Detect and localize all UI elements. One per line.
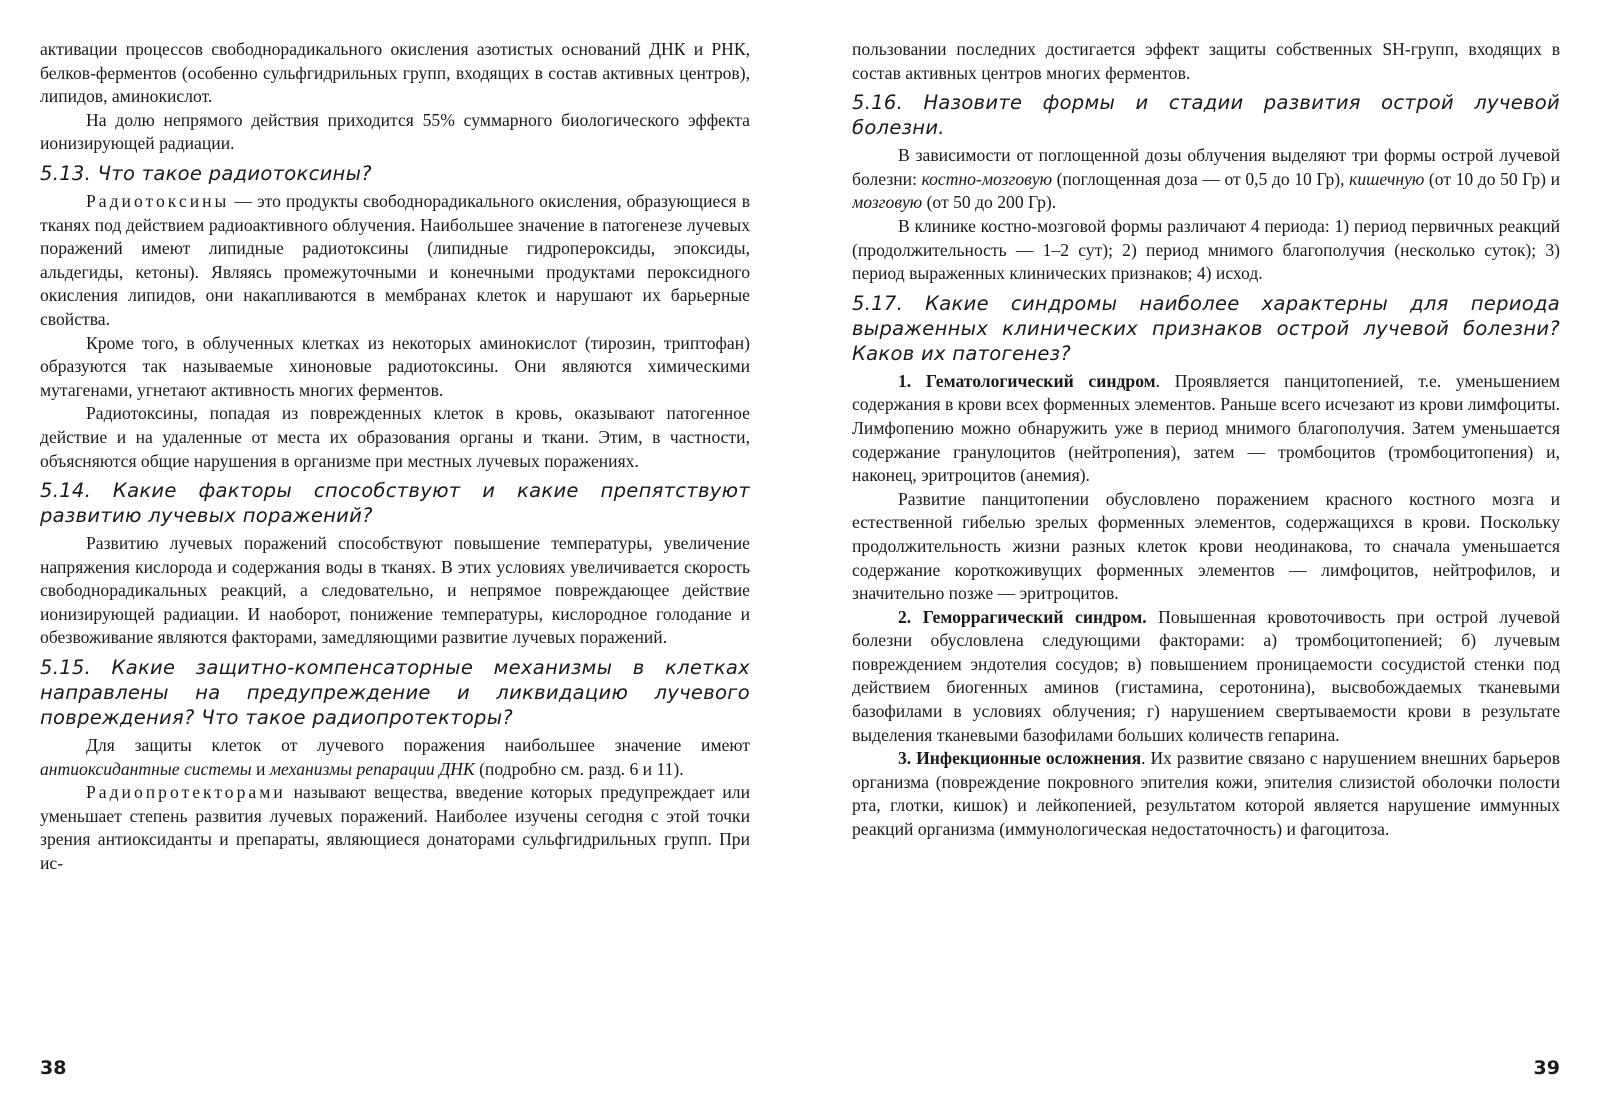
syndrome-title: 3. Инфекционные осложнения [898,748,1142,769]
paragraph [852,606,1560,748]
paragraph: Развитию лучевых поражений способствуют повышение температуры, увеличение напряжения кислорода и содержания воды в тканях. В этих условиях увеличивается скорость свободнорадикальных реакций, а следовательно, и непрямое повреждающее действие ионизирующей радиации. И наоборот, понижение температуры, кислородное голодание и обезвоживание являются факторами, замедляющими развитие лучевых поражений. [40,533,750,648]
question-heading-5-17: 5.17. Какие синдромы наиболее характерны для периода выраженных клинических признаков острой лучевой болезни? Каков их патогенез? [852,291,1560,365]
paragraph-text: (от 10 до 50 Гр) и [1424,168,1560,189]
syndrome-title: 1. Гематологический синдром [898,370,1156,391]
paragraph-text: . Проявляется панцитопенией, т.е. уменьшением содержания в крови всех форменных элементов. Раньше всего исчезают из крови лимфоциты. Лимфопению можно обнаружить уже в период мнимого благополучия. Затем уменьшается содержание гранулоцитов (нейтропения), затем — тромбоцитов (тромбоцитопения) и, наконец, эритроцитов (анемия). [852,370,1560,486]
paragraph-text: Для защиты клеток от лучевого поражения наибольшее значение имеют [86,735,750,756]
question-heading-5-16: 5.16. Назовите формы и стадии развития острой лучевой болезни. [852,91,1560,140]
paragraph: Кроме того, в облученных клетках из некоторых аминокислот (тирозин, триптофан) образуются так называемые хиноновые радиотоксины. Они являются химическими мутагенами, угнетают активность многих ферментов. [40,332,750,400]
paragraph-text: и [251,758,270,779]
emphasis: кишечную [1349,168,1425,189]
paragraph [40,734,750,781]
question-heading-5-13: 5.13. Что такое радиотоксины? [40,161,372,185]
paragraph [40,781,750,875]
paragraph-text: (от 50 до 200 Гр). [922,192,1057,213]
paragraph-text: (подробно см. разд. 6 и 11). [474,758,684,779]
question-heading-5-15: 5.15. Какие защитно-компенсаторные механизмы в клетках направлены на предупреждение и ликвидацию лучевого повреждения? Что такое радиопротекторы? [40,656,750,730]
right-page [852,0,1560,1107]
paragraph-text: . Их развитие связано с нарушением внешних барьеров организма (повреждение покровного эпителия кожи, эпителия слизистой оболочки полости рта, глотки, кишок) и лейкопенией, результатом которой является нарушение иммунных реакций организма (иммунологическая недостаточность) и фагоцитоза. [852,748,1560,840]
paragraph-text: (поглощенная доза — от 0,5 до 10 Гр), [1052,168,1350,189]
paragraph-text: В зависимости от поглощенной дозы облучения выделяют три формы острой лучевой болезни: [852,145,1560,189]
paragraph-text: Повышенная кровоточивость при острой лучевой болезни обусловлена следующими факторами: а) тромбоцитопенией; б) лучевым повреждением эндотелия сосудов; в) повышением проницаемости сосудистой стенки под действием биогенных аминов (гистамина, серотонина), высвобождаемых тканевыми базофилами в условиях облучения; г) нарушением свертываемости крови в результате выделения тканевыми базофилами больших количеств гепарина. [852,606,1560,745]
paragraph [852,747,1560,841]
emphasis: антиоксидантные системы [40,758,252,779]
paragraph: В клинике костно-мозговой формы различают 4 периода: 1) период первичных реакций (продолжительность — 1–2 сут); 2) период мнимого благополучия (несколько суток); 3) период выраженных клинических признаков; 4) исход. [852,215,1560,284]
paragraph: активации процессов свободнорадикального окисления азотистых оснований ДНК и РНК, белков-ферментов (особенно сульфгидрильных групп, входящих в состав активных центров), липидов, аминокислот. [40,39,750,107]
syndrome-title: 2. Геморрагический синдром. [898,606,1147,627]
right-page-text [852,38,1560,842]
paragraph: Развитие панцитопении обусловлено поражением красного костного мозга и естественной гибелью зрелых форменных элементов, содержащихся в крови. Поскольку продолжительность жизни разных клеток крови неодинакова, то сначала уменьшается содержание короткоживущих форменных элементов — лимфоцитов, нейтрофилов, и значительно позже — эритроцитов. [852,488,1560,604]
emphasis: мозговую [852,192,923,213]
paragraph [852,144,1560,215]
paragraph [40,190,750,332]
paragraph: На долю непрямого действия приходится 55% суммарного биологического эффекта ионизирующей радиации. [40,109,750,154]
paragraph: пользовании последних достигается эффект защиты собственных SH-групп, входящих в состав активных центров многих ферментов. [852,39,1560,83]
emphasis: костно-мозговую [921,168,1053,189]
question-heading-5-14: 5.14. Какие факторы способствуют и какие препятствуют развитию лучевых поражений? [40,479,750,528]
term-radiotoxins: Радиотоксины [86,190,230,211]
emphasis: механизмы репарации ДНК [269,758,475,779]
page-number: 39 [1533,1057,1560,1079]
left-page [40,0,750,1107]
paragraph-text: — это продукты свободнорадикального окисления, образующиеся в тканях под действием радиоактивного облучения. Наибольшее значение в патогенезе лучевых поражений имеют липидные радиотоксины (липидные гидропероксиды, эпоксиды, альдегиды, кетоны). Являясь промежуточными и конечными продуктами пероксидного окисления липидов, они накапливаются в мембранах клеток и нарушают их барьерные свойства. [40,190,750,329]
left-page-text [40,38,750,876]
term-radioprotectors: Радиопротекторами [86,782,286,803]
paragraph-text: называют вещества, введение которых предупреждает или уменьшает степень развития лучевых поражений. Наиболее изучены сегодня с этой точки зрения антиоксиданты и препараты, являющиеся донаторами сульфгидрильных групп. При ис- [40,782,750,874]
page-number: 38 [40,1057,67,1079]
paragraph [852,370,1560,488]
paragraph: Радиотоксины, попадая из поврежденных клеток в кровь, оказывают патогенное действие и на удаленные от места их образования органы и ткани. Этим, в частности, объясняются общие нарушения в организме при местных лучевых поражениях. [40,403,750,471]
